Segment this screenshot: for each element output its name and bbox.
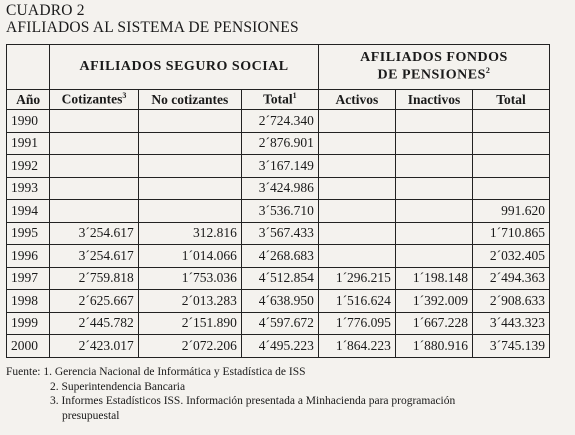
cell-totfp	[472, 110, 549, 133]
group-header-fondos: AFILIADOS FONDOS DE PENSIONES$^2$	[318, 45, 549, 90]
cell-inact	[395, 245, 472, 268]
footnote-2: 2. Superintendencia Bancaria	[50, 380, 186, 393]
cell-nocot	[138, 110, 241, 133]
col-header-cotizantes: Cotizantes$^3$	[50, 90, 139, 110]
col-header-total-fp: Total	[472, 90, 549, 110]
cell-cot: 2´759.818	[50, 267, 139, 290]
footnote-3: 3. Informes Estadísticos ISS. Información presentada a Minhacienda para programación	[50, 395, 456, 407]
cell-act: 1´776.095	[318, 312, 395, 335]
cell-nocot: 2´072.206	[138, 335, 241, 358]
cell-year: 1999	[7, 312, 50, 335]
table-row	[7, 155, 550, 178]
cell-cot	[50, 155, 139, 178]
table-row	[7, 110, 550, 133]
cell-nocot	[138, 132, 241, 155]
table-row	[7, 245, 550, 268]
cell-totfp	[472, 177, 549, 200]
cell-cot	[50, 110, 139, 133]
cell-act	[318, 177, 395, 200]
title-line-2: AFILIADOS AL SISTEMA DE PENSIONES	[6, 19, 299, 36]
cell-tot: 3´167.149	[241, 155, 318, 178]
cell-cot	[50, 177, 139, 200]
cell-year: 1995	[7, 222, 50, 245]
cell-act	[318, 200, 395, 223]
cell-tot: 2´876.901	[241, 132, 318, 155]
cell-inact	[395, 177, 472, 200]
cell-cot: 3´254.617	[50, 222, 139, 245]
pension-table	[6, 44, 550, 358]
group-header-seguro-social: AFILIADOS SEGURO SOCIAL	[50, 45, 319, 90]
cell-inact: 1´667.228	[395, 312, 472, 335]
cell-inact: 1´880.916	[395, 335, 472, 358]
table-title	[6, 2, 299, 36]
cell-totfp	[472, 132, 549, 155]
cell-year: 1990	[7, 110, 50, 133]
footnote-3-cont: presupuestal	[62, 409, 120, 422]
cell-nocot	[138, 200, 241, 223]
table-row	[7, 177, 550, 200]
cell-act: 1´516.624	[318, 290, 395, 313]
cell-nocot: 1´753.036	[138, 267, 241, 290]
col-header-year: Año	[7, 90, 50, 110]
cell-act: 1´296.215	[318, 267, 395, 290]
cell-cot: 2´445.782	[50, 312, 139, 335]
cell-year: 1994	[7, 200, 50, 223]
cell-year: 1996	[7, 245, 50, 268]
cell-cot	[50, 200, 139, 223]
cell-act	[318, 222, 395, 245]
cell-year: 2000	[7, 335, 50, 358]
cell-nocot: 1´014.066	[138, 245, 241, 268]
cell-tot: 3´536.710	[241, 200, 318, 223]
col-header-no-cotizantes: No cotizantes	[138, 90, 241, 110]
cell-act	[318, 110, 395, 133]
cell-totfp: 1´710.865	[472, 222, 549, 245]
cell-year: 1997	[7, 267, 50, 290]
cell-tot: 3´424.986	[241, 177, 318, 200]
cell-totfp: 3´443.323	[472, 312, 549, 335]
cell-year: 1993	[7, 177, 50, 200]
empty-corner	[7, 45, 50, 90]
cell-tot: 2´724.340	[241, 110, 318, 133]
cell-totfp: 2´494.363	[472, 267, 549, 290]
col-header-inactivos: Inactivos	[395, 90, 472, 110]
cell-totfp: 2´032.405	[472, 245, 549, 268]
cell-year: 1998	[7, 290, 50, 313]
footnote-1: Fuente: 1. Gerencia Nacional de Informática y Estadística de ISS	[6, 366, 306, 378]
cell-nocot	[138, 155, 241, 178]
col-header-total-ss: Total$^1$	[241, 90, 318, 110]
table-row	[7, 200, 550, 223]
cell-tot: 4´638.950	[241, 290, 318, 313]
cell-nocot: 312.816	[138, 222, 241, 245]
table-row	[7, 222, 550, 245]
table-row	[7, 312, 550, 335]
table-row	[7, 290, 550, 313]
footnotes	[6, 365, 455, 423]
cell-cot	[50, 132, 139, 155]
title-line-1: CUADRO 2	[6, 2, 85, 19]
cell-tot: 4´268.683	[241, 245, 318, 268]
cell-nocot: 2´013.283	[138, 290, 241, 313]
cell-act: 1´864.223	[318, 335, 395, 358]
table-row	[7, 132, 550, 155]
cell-inact	[395, 200, 472, 223]
cell-act	[318, 155, 395, 178]
cell-totfp: 991.620	[472, 200, 549, 223]
table-row	[7, 267, 550, 290]
cell-act	[318, 132, 395, 155]
cell-tot: 4´597.672	[241, 312, 318, 335]
table-body	[7, 110, 550, 358]
cell-nocot: 2´151.890	[138, 312, 241, 335]
cell-year: 1992	[7, 155, 50, 178]
cell-cot: 3´254.617	[50, 245, 139, 268]
cell-tot: 4´512.854	[241, 267, 318, 290]
cell-tot: 3´567.433	[241, 222, 318, 245]
cell-nocot	[138, 177, 241, 200]
cell-tot: 4´495.223	[241, 335, 318, 358]
cell-totfp: 2´908.633	[472, 290, 549, 313]
cell-inact	[395, 222, 472, 245]
cell-cot: 2´625.667	[50, 290, 139, 313]
cell-year: 1991	[7, 132, 50, 155]
cell-totfp	[472, 155, 549, 178]
cell-inact	[395, 155, 472, 178]
cell-inact	[395, 132, 472, 155]
cell-cot: 2´423.017	[50, 335, 139, 358]
col-header-activos: Activos	[318, 90, 395, 110]
cell-totfp: 3´745.139	[472, 335, 549, 358]
cell-inact: 1´198.148	[395, 267, 472, 290]
cell-inact	[395, 110, 472, 133]
table-row	[7, 335, 550, 358]
cell-act	[318, 245, 395, 268]
cell-inact: 1´392.009	[395, 290, 472, 313]
